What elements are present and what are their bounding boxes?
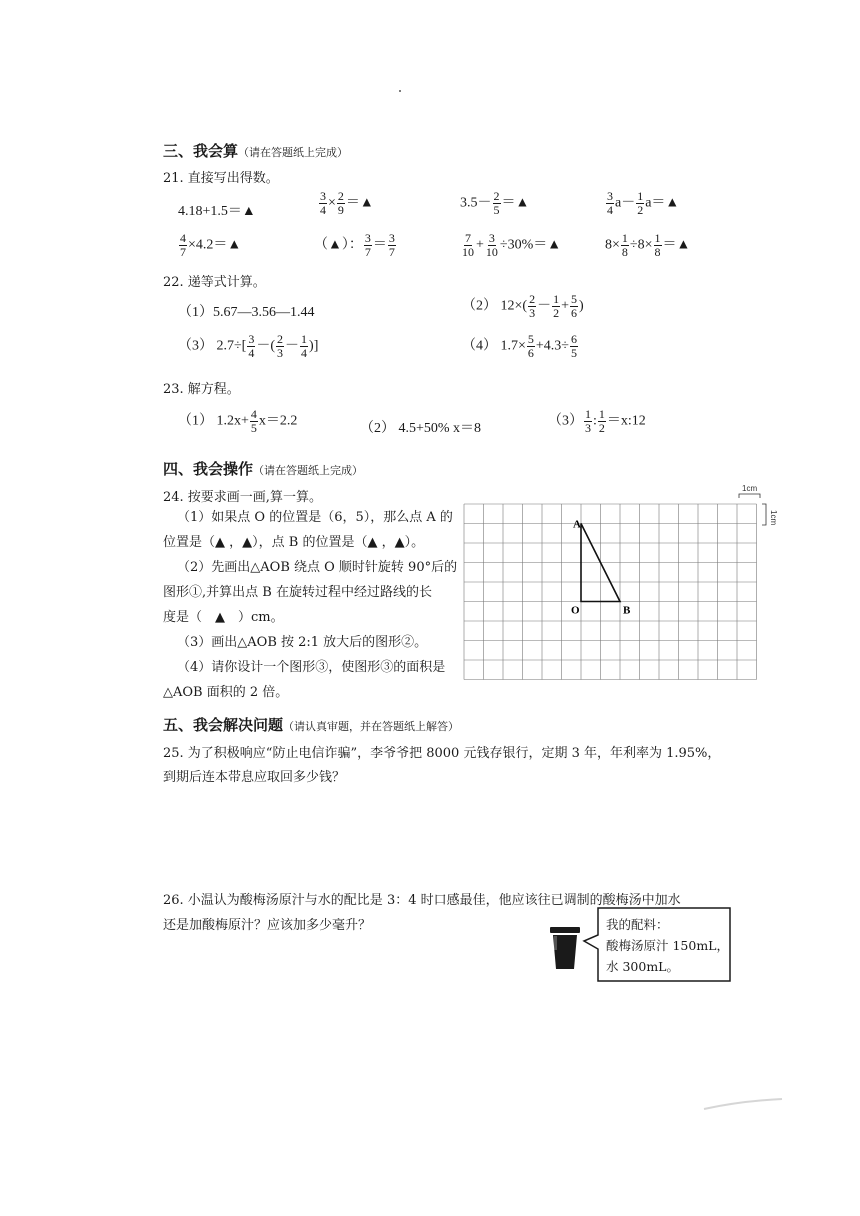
bubble-line-1: 我的配料：	[606, 917, 669, 932]
section-3-note: （请在答题纸上完成）	[238, 146, 349, 159]
question-23: 23. 解方程。	[163, 382, 240, 397]
q21-item-5: $\frac{4}{7}$ ×4.2＝▲	[180, 231, 242, 259]
cup-icon	[548, 925, 582, 971]
q22-item-3: （3） 2.7÷[ $\frac{3}{4}$ －( $\frac{2}{3}$ － $\frac{1}{4}$ )]	[178, 332, 319, 360]
coordinate-grid	[462, 480, 782, 685]
section-3-heading: 三、我会算	[163, 142, 239, 160]
q24-line-5: 度是（ ▲ ）cm。	[163, 610, 284, 625]
q21-item-6: （▲）： $\frac{3}{7}$ ＝ $\frac{3}{7}$	[314, 231, 395, 259]
section-3-title	[163, 140, 348, 161]
section-4-title	[163, 458, 363, 479]
point-label-a: A	[573, 518, 581, 531]
q24-line-7: （4）请你设计一个图形③，使图形③的面积是	[177, 660, 446, 675]
q21-item-1: 4.18+1.5＝▲	[178, 204, 256, 219]
q24-line-1: （1）如果点 O 的位置是（6，5），那么点 A 的	[177, 510, 453, 525]
question-24: 24. 按要求画一画,算一算。	[163, 490, 322, 505]
section-5-title	[163, 714, 459, 735]
q24-line-3: （2）先画出△AOB 绕点 O 顺时针旋转 90°后的	[177, 560, 458, 575]
q22-item-1: （1）5.67—3.56—1.44	[178, 305, 315, 320]
bubble-line-2: 酸梅汤原汁 150mL，	[606, 938, 729, 953]
stray-dot	[399, 90, 401, 92]
section-5-heading: 五、我会解决问题	[163, 716, 284, 734]
unit-bracket-side	[762, 504, 766, 525]
question-25-line-1: 25. 为了积极响应“防止电信诈骗”，李爷爷把 8000 元钱存银行，定期 3 年，年利率为 1.95%，	[163, 746, 721, 761]
question-26-line-2: 还是加酸梅原汁？应该加多少毫升？	[163, 918, 372, 933]
q24-text	[163, 505, 463, 705]
section-5-note: （请认真审题，并在答题纸上解答）	[283, 720, 460, 733]
q24-line-4: 图形①,并算出点 B 在旋转过程中经过路线的长	[163, 585, 432, 600]
question-25-line-2: 到期后连本带息应取回多少钱？	[163, 770, 346, 785]
q24-line-2: 位置是（▲ ，▲），点 B 的位置是（▲ ，▲）。	[163, 535, 425, 550]
q21-item-7: $\frac{7}{10}$ + $\frac{3}{10}$ ÷30%＝▲	[462, 231, 562, 259]
q21-item-8: 8× $\frac{1}{8}$ ÷8× $\frac{1}{8}$ ＝▲	[605, 231, 691, 259]
q21-item-2: $\frac{3}{4}$ × $\frac{2}{9}$ ＝▲	[320, 189, 374, 217]
q21-item-4: $\frac{3}{4}$ a－ $\frac{1}{2}$ a＝▲	[607, 189, 680, 217]
section-4-note: （请在答题纸上完成）	[253, 464, 364, 477]
q23-item-2: （2） 4.5+50% x＝8	[360, 421, 482, 436]
speech-bubble-text	[606, 914, 729, 977]
point-label-b: B	[623, 604, 631, 617]
q22-item-4: （4） 1.7× $\frac{5}{6}$ +4.3÷ $\frac{6}{5}$	[462, 332, 577, 360]
q22-item-2: （2） 12×( $\frac{2}{3}$ － $\frac{1}{2}$ + $\frac{5}{6}$ )	[462, 292, 584, 320]
q21-item-3: 3.5－ $\frac{2}{5}$ ＝▲	[460, 189, 530, 217]
unit-label-top: 1cm	[742, 484, 758, 493]
bubble-line-3: 水 300mL。	[606, 959, 679, 974]
q24-line-6: （3）画出△AOB 按 2:1 放大后的图形②。	[177, 635, 428, 650]
grid-lines	[464, 504, 757, 680]
unit-bracket-top	[739, 494, 760, 498]
section-4-heading: 四、我会操作	[163, 460, 254, 478]
q24-line-8: △AOB 面积的 2 倍。	[163, 685, 289, 700]
question-26-line-1: 26. 小温认为酸梅汤原汁与水的配比是 3：4 时口感最佳，他应该往已调制的酸梅汤中加水	[163, 893, 681, 908]
unit-label-side: 1cm	[769, 510, 778, 526]
q23-item-1: （1） 1.2x+ $\frac{4}{5}$ x＝2.2	[178, 407, 298, 435]
scan-smudge	[700, 1095, 790, 1115]
question-21: 21. 直接写出得数。	[163, 171, 279, 186]
question-22: 22. 递等式计算。	[163, 275, 266, 290]
point-label-o: O	[571, 604, 580, 617]
q23-item-3: （3） $\frac{1}{3}$ : $\frac{1}{2}$ ＝x:12	[548, 407, 646, 435]
